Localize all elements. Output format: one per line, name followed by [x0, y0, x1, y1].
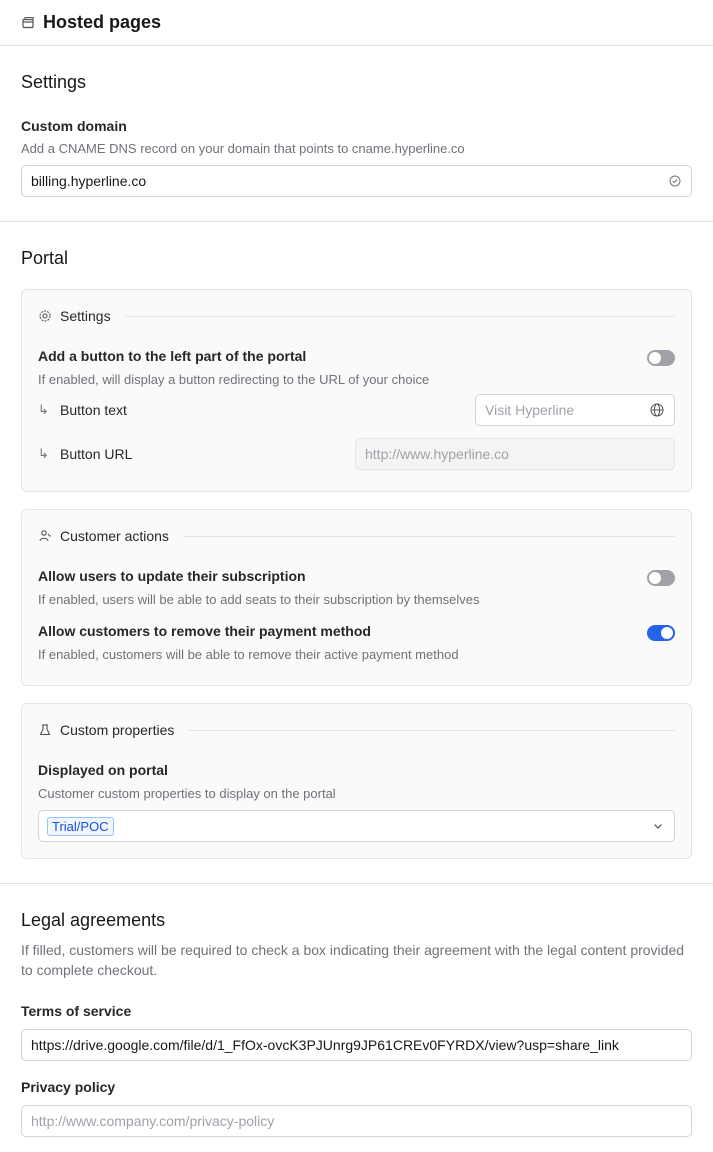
button-text-placeholder: Visit Hyperline: [485, 402, 575, 418]
legal-section: [0, 884, 713, 1137]
custom-properties-title: Custom properties: [60, 722, 175, 738]
window-icon: [21, 16, 35, 30]
privacy-placeholder: http://www.company.com/privacy-policy: [31, 1113, 275, 1129]
left-button-label: Add a button to the left part of the portal: [38, 348, 307, 364]
terms-value: https://drive.google.com/file/d/1_FfOx-ovcK3PJUnrg9JP61CREv0FYRDX/view?usp=share_link: [31, 1037, 619, 1053]
button-text-label: Button text: [60, 402, 127, 418]
page-header: [0, 0, 713, 46]
globe-icon: [650, 403, 664, 417]
portal-settings-card-title: Settings: [60, 308, 111, 324]
settings-section: [0, 46, 713, 197]
left-button-help: If enabled, will display a button redirecting to the URL of your choice: [38, 372, 430, 387]
page-title: Hosted pages: [43, 12, 162, 32]
custom-domain-input[interactable]: [21, 165, 692, 197]
remove-payment-label: Allow customers to remove their payment method: [38, 623, 371, 639]
privacy-input[interactable]: [21, 1105, 692, 1137]
person-icon: [38, 529, 52, 543]
portal-settings-card: [21, 289, 692, 492]
custom-properties-select[interactable]: [38, 810, 675, 842]
displayed-on-portal-help: Customer custom properties to display on the portal: [38, 786, 336, 801]
button-url-input[interactable]: [355, 438, 675, 470]
selected-property-tag[interactable]: Trial/POC: [47, 817, 114, 836]
check-circle-icon: [669, 175, 681, 187]
gear-icon: [38, 309, 52, 323]
legal-description: If filled, customers will be required to check a box indicating their agreement with the legal content provided to complete checkout.: [21, 942, 685, 978]
legal-section-title: Legal agreements: [21, 910, 166, 930]
settings-section-title: Settings: [21, 72, 87, 92]
terms-input[interactable]: [21, 1029, 692, 1061]
card-divider: [125, 316, 675, 317]
update-subscription-toggle[interactable]: [647, 570, 675, 586]
button-text-input[interactable]: [475, 394, 675, 426]
customer-actions-title: Customer actions: [60, 528, 169, 544]
remove-payment-help: If enabled, customers will be able to remove their active payment method: [38, 647, 459, 662]
left-button-toggle[interactable]: [647, 350, 675, 366]
sub-arrow-icon: ↳: [38, 402, 49, 417]
card-divider: [183, 536, 675, 537]
custom-domain-help: Add a CNAME DNS record on your domain that points to cname.hyperline.co: [21, 141, 465, 156]
customer-actions-card: [21, 509, 692, 686]
privacy-label: Privacy policy: [21, 1079, 116, 1095]
button-url-placeholder: http://www.hyperline.co: [365, 446, 509, 462]
sub-arrow-icon: ↳: [38, 446, 49, 461]
displayed-on-portal-label: Displayed on portal: [38, 762, 168, 778]
custom-domain-value: billing.hyperline.co: [31, 173, 147, 189]
card-divider: [188, 730, 675, 731]
portal-section-title: Portal: [21, 248, 69, 268]
custom-domain-label: Custom domain: [21, 118, 127, 134]
custom-properties-card: [21, 703, 692, 859]
terms-label: Terms of service: [21, 1003, 132, 1019]
update-subscription-help: If enabled, users will be able to add seats to their subscription by themselves: [38, 592, 480, 607]
remove-payment-toggle[interactable]: [647, 625, 675, 641]
flask-icon: [38, 723, 52, 737]
chevron-down-icon: [652, 820, 664, 832]
button-url-label: Button URL: [60, 446, 133, 462]
update-subscription-label: Allow users to update their subscription: [38, 568, 306, 584]
portal-section: [0, 222, 713, 859]
